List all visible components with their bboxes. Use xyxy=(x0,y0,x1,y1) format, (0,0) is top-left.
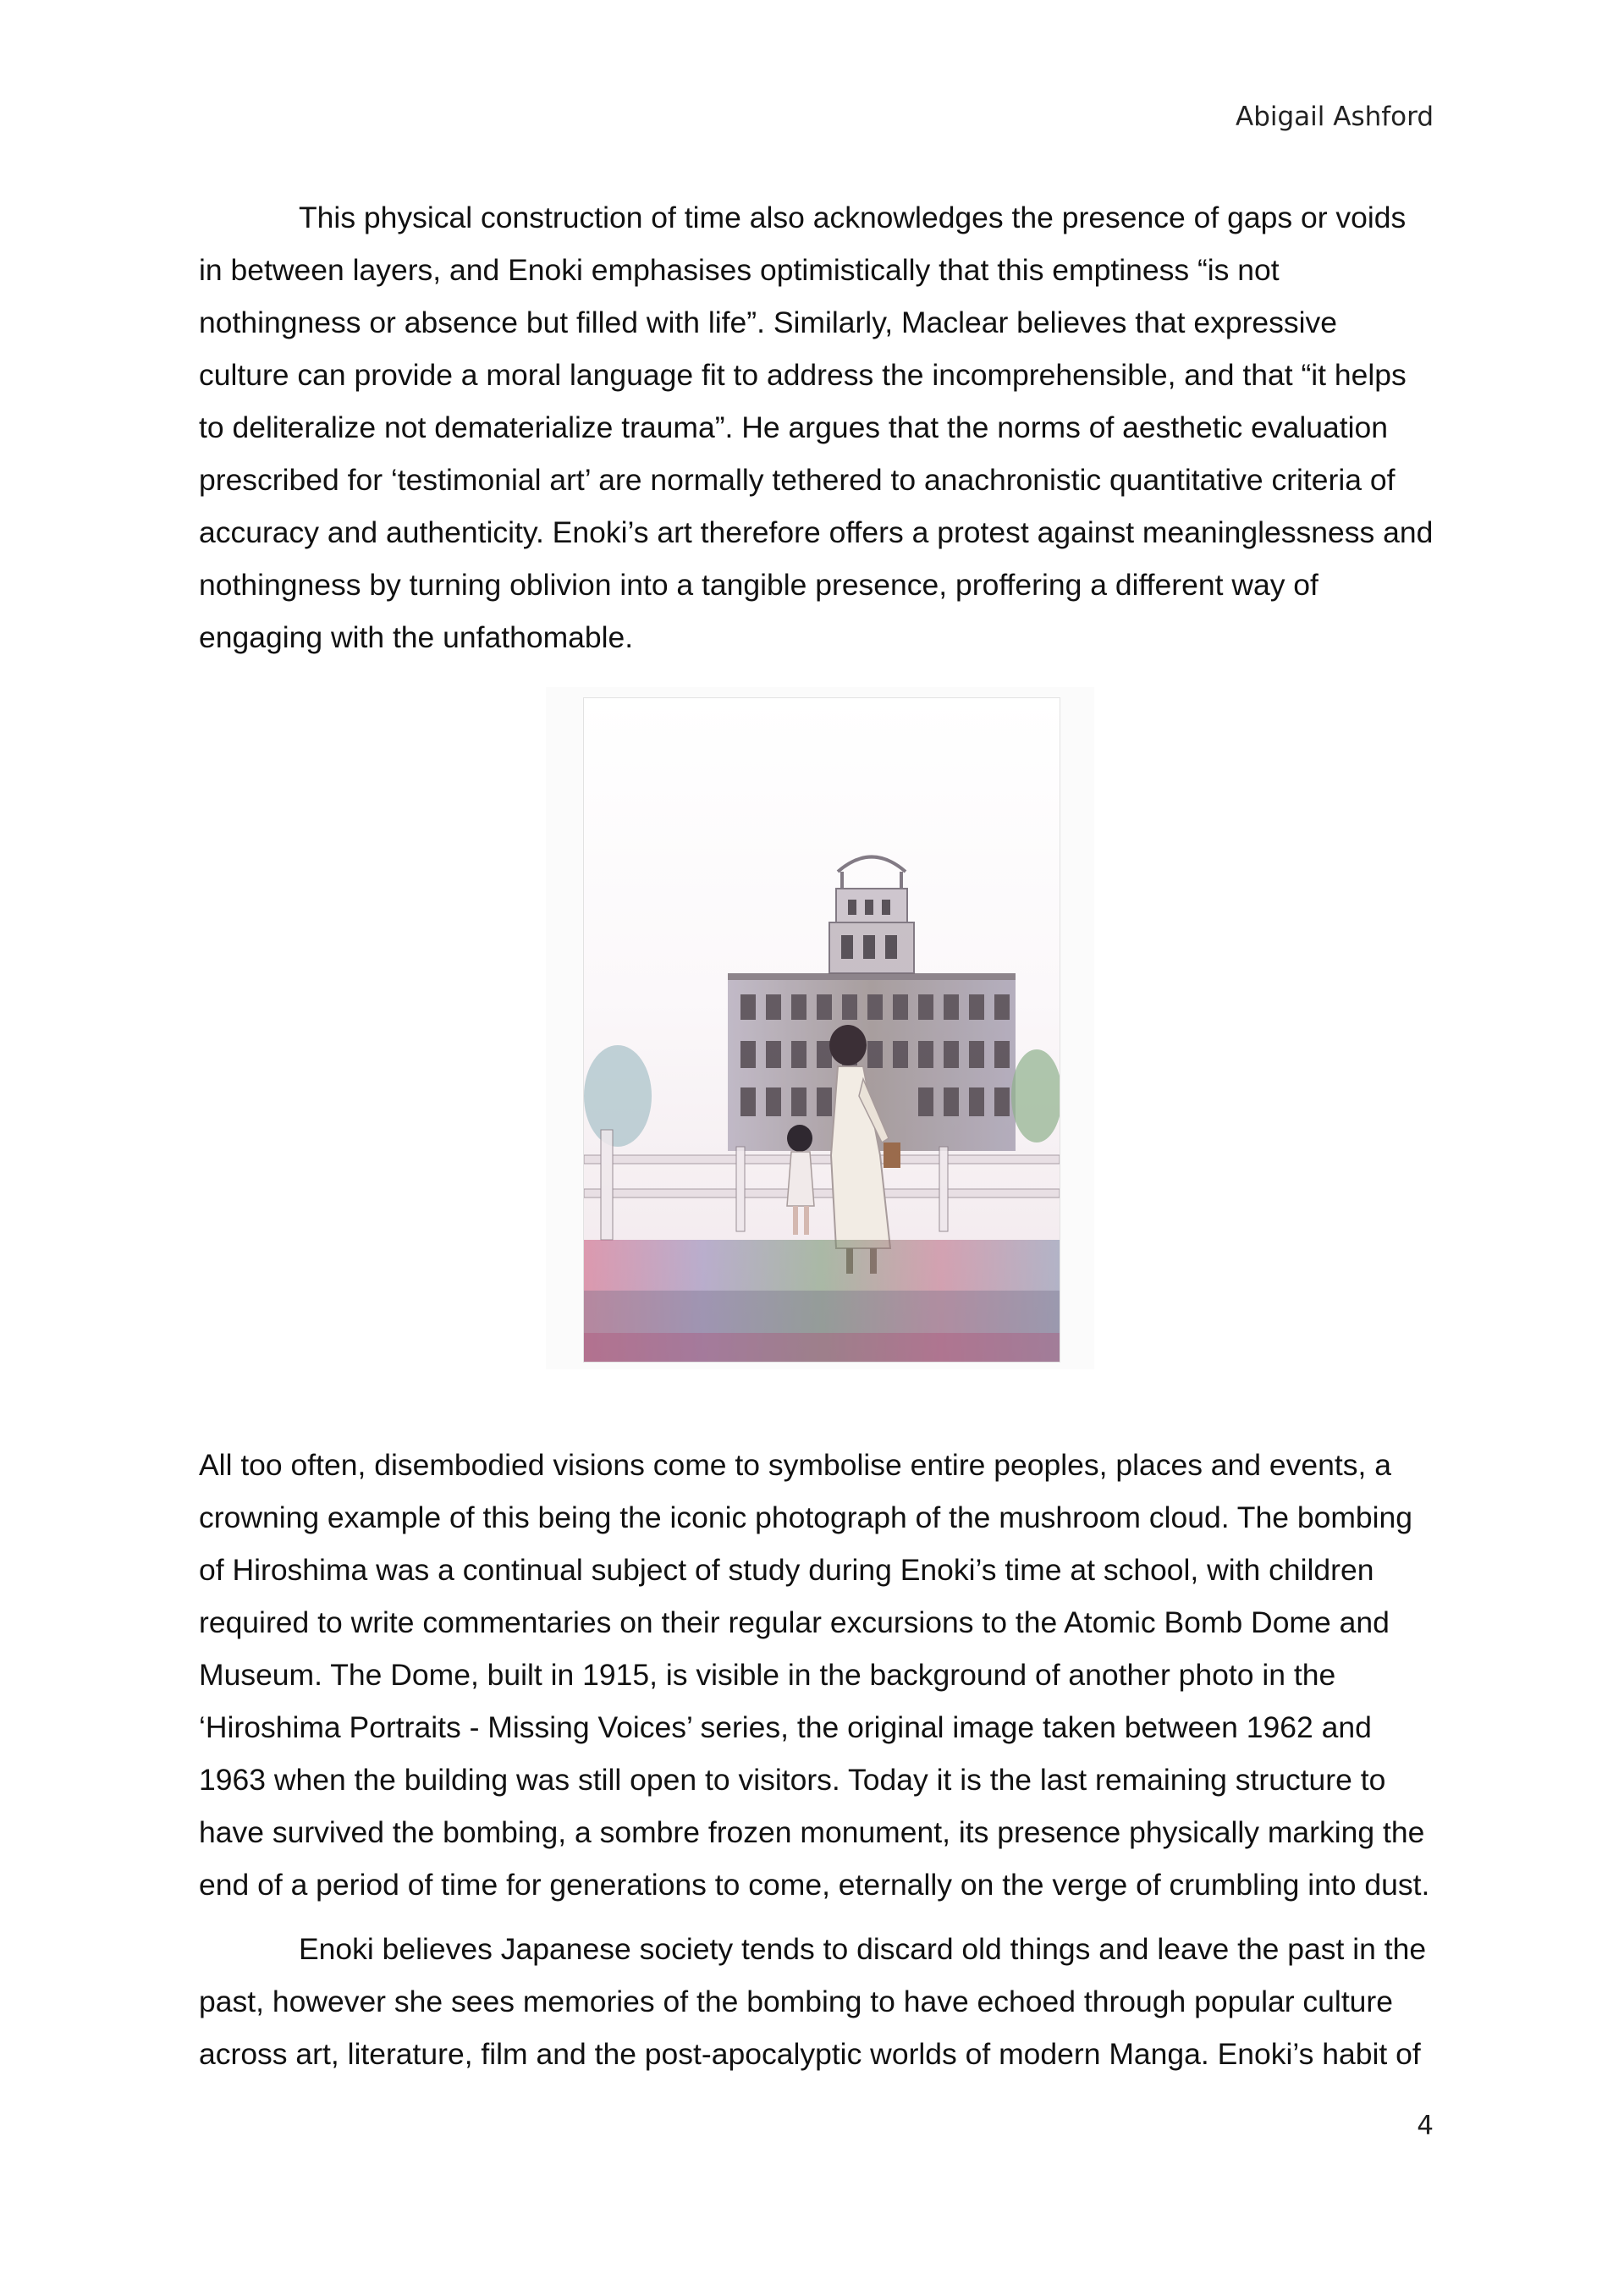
artwork-figure xyxy=(546,687,1094,1369)
atomic-bomb-dome-photo xyxy=(584,698,1060,1362)
text-block-bottom xyxy=(199,1439,1434,2080)
paragraph: All too often, disembodied visions come to symbolise entire peoples, places and events, a crowning example of this being the iconic photograph of the mushroom cloud. The bombing of Hiroshima was a continual subject of study during Enoki’s time at school, with children required to write commentaries on their regular excursions to the Atomic Bomb Dome and Museum. The Dome, built in 1915, is visible in the background of another photo in the ‘Hiroshima Portraits - Missing Voices’ series, the original image taken between 1962 and 1963 when the building was still open to visitors. Today it is the last remaining structure to have survived the bombing, a sombre frozen monument, its presence physically marking the end of a period of time for generations to come, eternally on the verge of crumbling into dust. xyxy=(199,1448,1430,1902)
text-block-top xyxy=(199,191,1434,663)
paragraph: Enoki believes Japanese society tends to discard old things and leave the past in the past, however she sees memories of the bombing to have echoed through popular culture across art, literature, film and the post-apocalyptic worlds of modern Manga. Enoki’s habit of xyxy=(199,1932,1427,2071)
ground xyxy=(584,1240,1060,1362)
page-number: 4 xyxy=(1417,2111,1434,2141)
print-frame xyxy=(583,697,1060,1363)
paragraph: This physical construction of time also acknowledges the presence of gaps or voids in between layers, and Enoki emphasises optimistically that this emptiness “is not nothingness or absence but filled with life”. Similarly, Maclear believes that expressive culture can provide a moral language fit to address the incomprehensible, and that “it helps to deliteralize not dematerialize trauma”. He argues that the norms of aesthetic evaluation prescribed for ‘testimonial art’ are normally tethered to anachronistic quantitative criteria of accuracy and authenticity. Enoki’s art therefore offers a protest against meaninglessness and nothingness by turning oblivion into a tangible presence, proffering a different way of engaging with the unfathomable. xyxy=(199,201,1434,654)
header-author: Abigail Ashford xyxy=(1235,102,1434,132)
